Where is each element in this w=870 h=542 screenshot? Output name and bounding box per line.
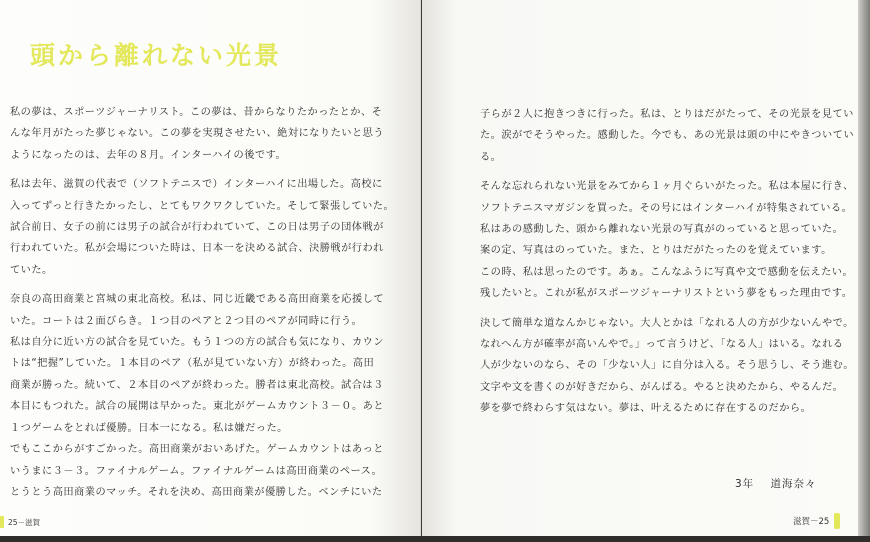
text-line: でもここからがすごかった。高田商業がおいあげた。ゲームカウントはあっと (10, 444, 384, 456)
folio-right (793, 513, 840, 529)
paragraph (10, 102, 405, 166)
author-grade: 3年 (735, 478, 755, 490)
paragraph (10, 289, 405, 503)
text-line: 人が少ないのなら、その「少ない人」に自分は入る。そう思うし、そう進む。 (480, 360, 855, 372)
paragraph (480, 313, 855, 420)
text-line: ようになったのは、去年の８月。インターハイの後です。 (10, 149, 287, 161)
paragraph (480, 104, 855, 168)
text-line: なれへん方が確率が高いんやで。」って言うけど、「なる人」はいる。なれる (480, 339, 844, 351)
text-line: 私は去年、滋賀の代表で（ソフトテニスで）インターハイに出場した。高校に (10, 179, 383, 191)
text-line: この時、私は思ったのです。あぁ。こんなふうに写真や文で感動を伝えたい。 (480, 266, 854, 278)
right-body-text (480, 104, 855, 428)
text-line: いた。コートは２面びらき。１つ目のペアと２つ目のペアが同時に行う。 (10, 315, 363, 327)
text-line: んな年月がたった夢じゃない。この夢を実現させたい、絶対になりたいと思う (10, 128, 385, 140)
page-number-right: 滋賀－25 (793, 517, 830, 527)
page-title: 頭から離れない光景 (30, 41, 283, 70)
text-line: 商業が勝った。続いて、２本目のペアが終わった。勝者は東北高校。試合は３ (10, 379, 384, 391)
text-line: 私はあの感動した、頭から離れない光景の写真がのっていると思っていた。 (480, 224, 844, 236)
author-signature (735, 476, 817, 491)
page-number-left: 25－滋賀 (8, 517, 41, 527)
text-line: 私は自分に近い方の試合を見ていた。もう１つの方の試合も気になり、カウン (10, 337, 385, 349)
bottom-shadow (0, 536, 870, 542)
text-line: ソフトテニスマガジンを買った。その号にはインターハイが特集されている。 (480, 202, 853, 214)
text-line: そんな忘れられない光景をみてから１ヶ月ぐらいがたった。私は本屋に行き、 (480, 181, 854, 193)
text-line: 試合前日、女子の前には男子の試合が行われていて、この日は男子の団体戦が (10, 222, 384, 234)
text-line: 残したいと。これが私がスポーツジャーナリストという夢をもった理由です。 (480, 288, 853, 300)
paragraph (10, 174, 405, 281)
text-line: 私の夢は、スポーツジャーナリスト。この夢は、昔からなりたかったとか、そ (10, 107, 383, 118)
text-line: る。 (480, 151, 502, 163)
tab-marker-icon (0, 516, 4, 528)
text-line: 奈良の高田商業と宮城の東北高校。私は、同じ近畿である高田商業を応援して (10, 294, 385, 306)
text-line: 決して簡単な道なんかじゃない。大人とかは「なれる人の方が少ないんやで。 (480, 317, 854, 329)
text-line: 夢を夢で終わらす気はない。夢は、叶えるために存在するのだから。 (480, 403, 812, 415)
text-line: 行われていた。私が会場についた時は、日本一を決める試合、決勝戦が行われ (10, 243, 384, 255)
folio-left (0, 516, 40, 528)
page-edge (858, 0, 870, 536)
text-line: ていた。 (10, 264, 53, 276)
author-name: 道海奈々 (770, 478, 817, 490)
text-line: 文字や文を書くのが好きだから、がんばる。やると決めたから、やるんだ。 (480, 381, 844, 393)
text-line: 子らが２人に抱きつきに行った。私は、とりはだがたって、その光景を見てい (480, 109, 854, 120)
text-line: 入ってずっと行きたかったし、とてもワクワクしていた。そして緊張していた。 (10, 200, 395, 212)
text-line: た。涙がでそうやった。感動した。今でも、あの光景は頭の中にやきついてい (480, 130, 855, 142)
text-line: 本目にもつれた。試合の展開は早かった。東北がゲームカウント３－０。あと (10, 401, 385, 413)
text-line: とうとう高田商業のマッチ。それを決め、高田商業が優勝した。ベンチにいた (10, 486, 383, 498)
text-line: トは“把握”していた。１本目のペア（私が見ていない方）が終わった。高田 (10, 358, 375, 370)
tab-marker-icon (834, 513, 840, 529)
text-line: 案の定、写真はのっていた。また、とりはだがたったのを覚えています。 (480, 245, 832, 257)
text-line: いうまに３－３。ファイナルゲーム。ファイナルゲームは高田商業のペース。 (10, 465, 383, 477)
text-line: １つゲームをとれば優勝。日本一になる。私は嫌だった。 (10, 422, 288, 434)
left-body-text (10, 102, 405, 511)
paragraph (480, 176, 854, 304)
